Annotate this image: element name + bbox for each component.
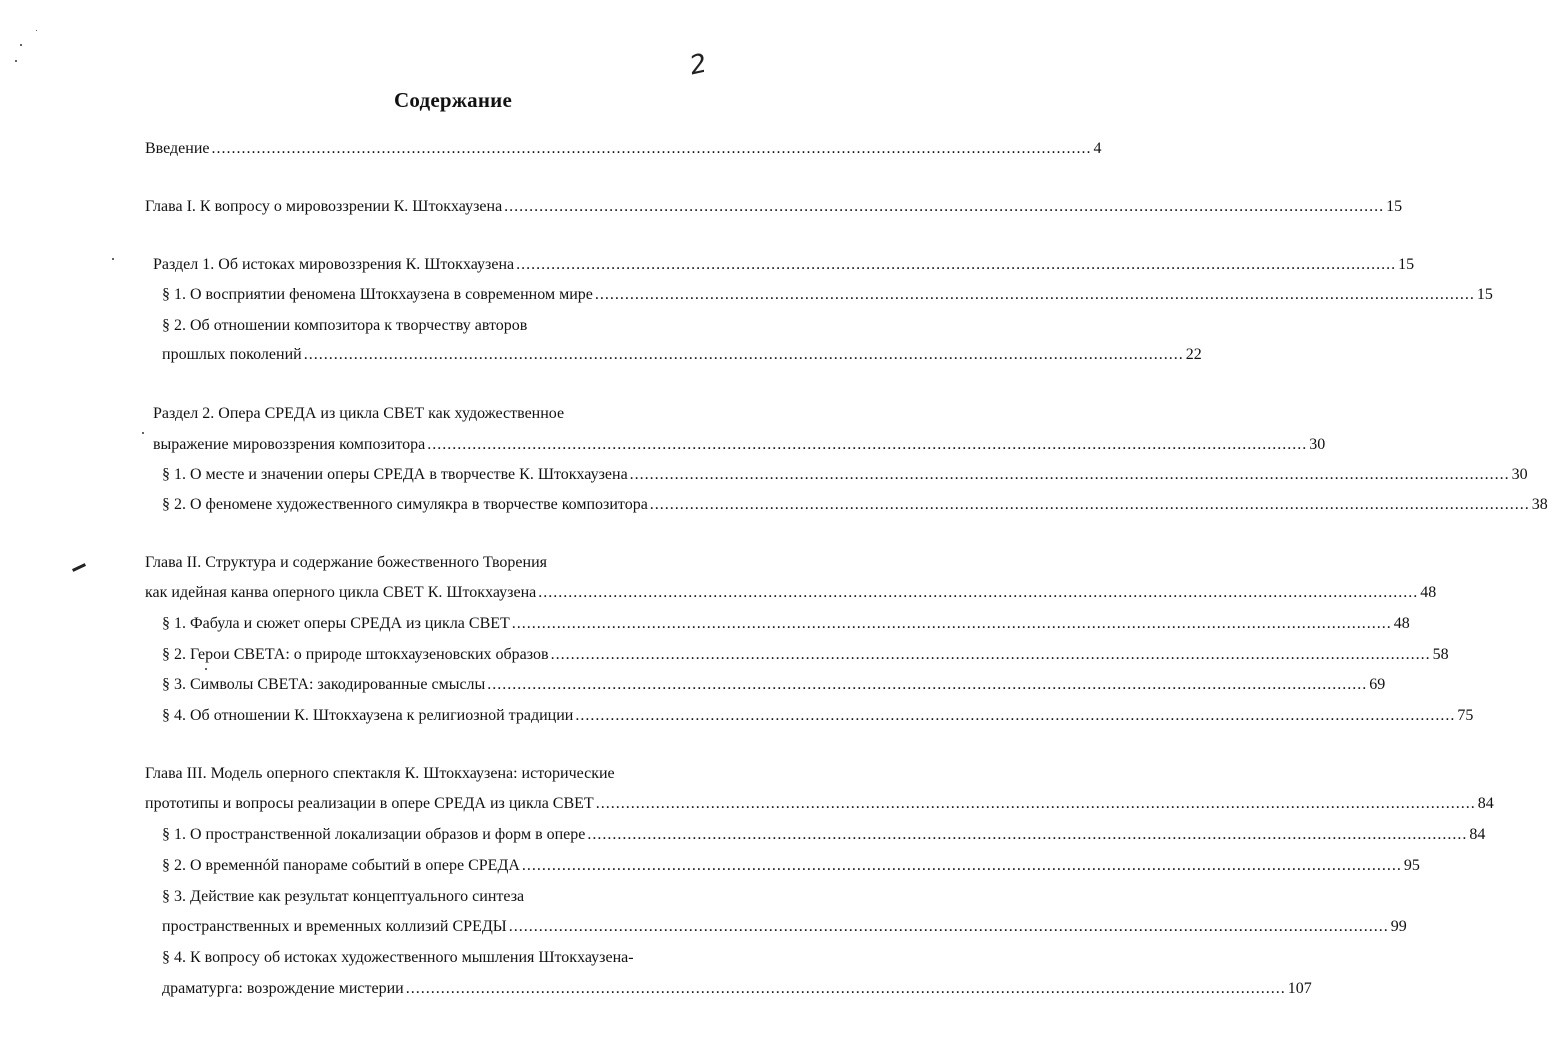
toc-leader-dots: ................................................................................................................................................................................ xyxy=(521,857,1402,874)
toc-entry-text-line1: Глава III. Модель оперного спектакля К. Штокхаузена: исторические xyxy=(145,765,615,782)
toc-entry-paragraph-1-2-2[interactable] xyxy=(162,495,1548,515)
toc-entry-page: 15 xyxy=(1398,256,1415,273)
toc-entry-paragraph-3-2[interactable] xyxy=(162,856,1420,876)
scan-speck xyxy=(142,432,144,434)
toc-entry-text-line1: Глава II. Структура и содержание божественного Творения xyxy=(145,554,547,571)
toc-entry-text-line1: § 4. К вопросу об истоках художественного мышления Штокхаузена- xyxy=(162,949,634,966)
toc-entry-text: выражение мировоззрения композитора xyxy=(153,436,426,453)
toc-entry-text: § 2. О феномене художественного симулякра в творчестве композитора xyxy=(162,496,648,513)
toc-entry-text: пространственных и временных коллизий СРЕДЫ xyxy=(162,918,507,935)
toc-entry-text-line1: § 3. Действие как результат концептуального синтеза xyxy=(162,888,525,905)
toc-entry-page: 30 xyxy=(1309,436,1326,453)
toc-entry-page: 84 xyxy=(1469,826,1486,843)
toc-entry-text: Раздел 1. Об истоках мировоззрения К. Штокхаузена xyxy=(153,256,515,273)
toc-leader-dots: ................................................................................................................................................................................ xyxy=(575,707,1456,724)
toc-entry-page: 15 xyxy=(1386,198,1403,215)
page-mark: 2 xyxy=(687,48,710,82)
toc-leader-dots: ................................................................................................................................................................................ xyxy=(511,615,1392,632)
toc-entry-page: 95 xyxy=(1403,857,1420,874)
toc-entry-chapter-1[interactable] xyxy=(145,197,1403,217)
toc-leader-dots: ................................................................................................................................................................................ xyxy=(487,676,1368,693)
toc-entry-text: как идейная канва оперного цикла СВЕТ К. Штокхаузена xyxy=(145,584,537,601)
toc-entry-page: 30 xyxy=(1511,466,1528,483)
toc-entry-page: 75 xyxy=(1457,707,1474,724)
toc-entry-paragraph-2-3[interactable] xyxy=(162,675,1386,695)
toc-leader-dots: ................................................................................................................................................................................ xyxy=(629,466,1510,483)
toc-entry-paragraph-2-4[interactable] xyxy=(162,706,1474,726)
toc-entry-paragraph-2-2[interactable] xyxy=(162,645,1449,665)
toc-entry-page: 22 xyxy=(1185,346,1202,363)
toc-entry-page: 48 xyxy=(1420,584,1437,601)
toc-entry-page: 107 xyxy=(1287,980,1312,997)
toc-leader-dots: ................................................................................................................................................................................ xyxy=(211,140,1092,157)
toc-entry-page: 58 xyxy=(1432,646,1449,663)
toc-entry-section-1-2[interactable] xyxy=(153,435,1326,455)
toc-entry-paragraph-3-4[interactable] xyxy=(162,979,1312,999)
scan-speck xyxy=(15,60,17,62)
toc-leader-dots: ................................................................................................................................................................................ xyxy=(405,980,1286,997)
toc-entry-page: 4 xyxy=(1093,140,1102,157)
toc-entry-text: § 4. Об отношении К. Штокхаузена к религиозной традиции xyxy=(162,707,574,724)
toc-entry-text: § 1. О восприятии феномена Штокхаузена в современном мире xyxy=(162,286,593,303)
toc-entry-text: § 1. Фабула и сюжет оперы СРЕДА из цикла СВЕТ xyxy=(162,615,510,632)
toc-leader-dots: ................................................................................................................................................................................ xyxy=(508,918,1389,935)
toc-entry-text: драматурга: возрождение мистерии xyxy=(162,980,404,997)
toc-entry-text: Глава I. К вопросу о мировоззрении К. Штокхаузена xyxy=(145,198,503,215)
toc-leader-dots: ................................................................................................................................................................................ xyxy=(595,795,1476,812)
toc-entry-text: Введение xyxy=(145,140,210,157)
toc-entry-paragraph-2-1[interactable] xyxy=(162,614,1410,634)
toc-entry-section-1-1[interactable] xyxy=(153,255,1415,275)
toc-entry-text: § 1. О месте и значении оперы СРЕДА в творчестве К. Штокхаузена xyxy=(162,466,628,483)
toc-entry-page: 69 xyxy=(1369,676,1386,693)
toc-entry-paragraph-1-1-2[interactable] xyxy=(162,345,1202,365)
toc-leader-dots: ................................................................................................................................................................................ xyxy=(504,198,1385,215)
toc-entry-page: 99 xyxy=(1390,918,1407,935)
toc-entry-paragraph-3-3[interactable] xyxy=(162,917,1407,937)
toc-leader-dots: ................................................................................................................................................................................ xyxy=(538,584,1419,601)
toc-entry-text: § 1. О пространственной локализации образов и форм в опере xyxy=(162,826,586,843)
toc-entry-text-line1: Раздел 2. Опера СРЕДА из цикла СВЕТ как художественное xyxy=(153,405,565,422)
toc-entry-text: прототипы и вопросы реализации в опере СРЕДА из цикла СВЕТ xyxy=(145,795,594,812)
scan-speck xyxy=(36,30,37,31)
scan-speck xyxy=(205,668,207,670)
toc-entry-page: 84 xyxy=(1477,795,1494,812)
toc-entry-page: 15 xyxy=(1476,286,1493,303)
toc-entry-chapter-2[interactable] xyxy=(145,583,1437,603)
scan-mark xyxy=(72,563,86,572)
toc-entry-paragraph-1-2-1[interactable] xyxy=(162,465,1528,485)
toc-entry-chapter-3[interactable] xyxy=(145,794,1494,814)
toc-leader-dots: ................................................................................................................................................................................ xyxy=(550,646,1431,663)
toc-leader-dots: ................................................................................................................................................................................ xyxy=(587,826,1468,843)
toc-leader-dots: ................................................................................................................................................................................ xyxy=(303,346,1184,363)
toc-leader-dots: ................................................................................................................................................................................ xyxy=(516,256,1397,273)
scan-speck xyxy=(112,258,114,260)
toc-entry-text: прошлых поколений xyxy=(162,346,302,363)
toc-entry-page: 38 xyxy=(1531,496,1548,513)
toc-entry-text: § 3. Символы СВЕТА: закодированные смыслы xyxy=(162,676,486,693)
toc-entry-page: 48 xyxy=(1393,615,1410,632)
toc-entry-intro[interactable] xyxy=(145,139,1102,159)
toc-leader-dots: ................................................................................................................................................................................ xyxy=(427,436,1308,453)
toc-entry-text-line1: § 2. Об отношении композитора к творчеству авторов xyxy=(162,317,528,334)
page-title: Содержание xyxy=(394,88,512,112)
toc-entry-text: § 2. О временнóй панораме событий в опере СРЕДА xyxy=(162,857,520,874)
toc-entry-text: § 2. Герои СВЕТА: о природе штокхаузеновских образов xyxy=(162,646,549,663)
toc-entry-paragraph-3-1[interactable] xyxy=(162,825,1486,845)
scan-speck xyxy=(20,44,22,46)
toc-leader-dots: ................................................................................................................................................................................ xyxy=(594,286,1475,303)
toc-entry-paragraph-1-1-1[interactable] xyxy=(162,285,1493,305)
toc-leader-dots: ................................................................................................................................................................................ xyxy=(649,496,1530,513)
